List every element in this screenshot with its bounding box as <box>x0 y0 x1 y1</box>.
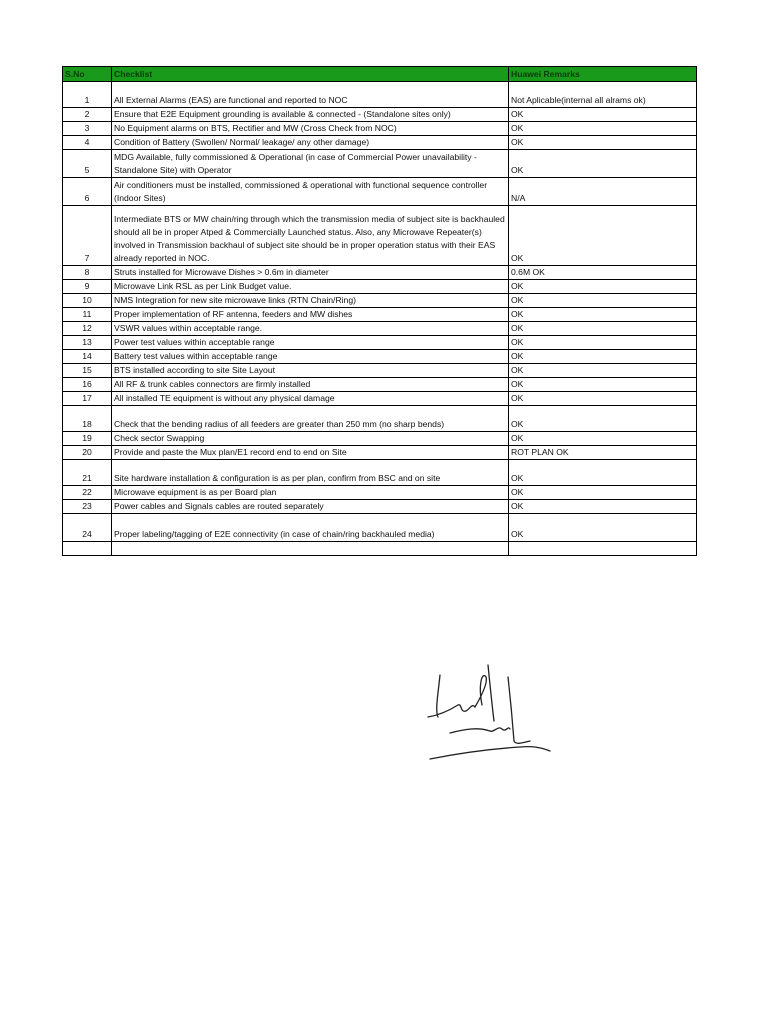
table-row <box>63 136 697 150</box>
cell-sno: 16 <box>63 378 112 392</box>
cell-checklist: Condition of Battery (Swollen/ Normal/ leakage/ any other damage) <box>112 136 509 150</box>
header-row <box>63 67 697 82</box>
cell-sno: 19 <box>63 432 112 446</box>
cell-sno: 22 <box>63 486 112 500</box>
cell-checklist: Intermediate BTS or MW chain/ring through which the transmission media of subject site is backhauled should all be in proper Atped & Commercially Launched status. Also, any Microwave Repeater(s) involved in Transmission backhaul of subject site should be in proper operation status with their EAS already reported in NOC. <box>112 206 509 266</box>
cell-remarks: OK <box>509 432 697 446</box>
cell-sno: 1 <box>63 82 112 108</box>
cell-checklist: Ensure that E2E Equipment grounding is available & connected - (Standalone sites only) <box>112 108 509 122</box>
cell-checklist: Battery test values within acceptable range <box>112 350 509 364</box>
cell-sno: 14 <box>63 350 112 364</box>
table-row <box>63 500 697 514</box>
cell-checklist: BTS installed according to site Site Layout <box>112 364 509 378</box>
table-row <box>63 82 697 108</box>
cell-remarks: OK <box>509 280 697 294</box>
cell-checklist: NMS Integration for new site microwave links (RTN Chain/Ring) <box>112 294 509 308</box>
cell-sno: 8 <box>63 266 112 280</box>
cell-sno: 9 <box>63 280 112 294</box>
cell-sno: 11 <box>63 308 112 322</box>
cell-remarks: OK <box>509 460 697 486</box>
header-remarks: Huawei Remarks <box>509 67 697 82</box>
cell-checklist: Power cables and Signals cables are routed separately <box>112 500 509 514</box>
table-row <box>63 108 697 122</box>
handwritten-signature-icon <box>420 655 570 765</box>
cell-checklist: Microwave Link RSL as per Link Budget value. <box>112 280 509 294</box>
table-row <box>63 446 697 460</box>
cell-remarks: 0.6M OK <box>509 266 697 280</box>
table-row <box>63 122 697 136</box>
cell-sno: 13 <box>63 336 112 350</box>
cell-remarks <box>509 542 697 556</box>
table-row <box>63 294 697 308</box>
cell-remarks: OK <box>509 294 697 308</box>
cell-checklist: VSWR values within acceptable range. <box>112 322 509 336</box>
cell-sno: 15 <box>63 364 112 378</box>
cell-checklist: Air conditioners must be installed, commissioned & operational with functional sequence controller (Indoor Sites) <box>112 178 509 206</box>
table-row <box>63 266 697 280</box>
table-row <box>63 514 697 542</box>
cell-remarks: OK <box>509 336 697 350</box>
cell-remarks: OK <box>509 136 697 150</box>
cell-sno: 21 <box>63 460 112 486</box>
cell-remarks: N/A <box>509 178 697 206</box>
checklist-table <box>62 66 697 556</box>
cell-remarks: OK <box>509 108 697 122</box>
cell-remarks: OK <box>509 322 697 336</box>
cell-sno: 10 <box>63 294 112 308</box>
cell-sno <box>63 542 112 556</box>
cell-sno: 2 <box>63 108 112 122</box>
cell-checklist: Proper labeling/tagging of E2E connectivity (in case of chain/ring backhauled media) <box>112 514 509 542</box>
cell-remarks: OK <box>509 150 697 178</box>
cell-sno: 4 <box>63 136 112 150</box>
table-row <box>63 432 697 446</box>
table-row <box>63 178 697 206</box>
cell-remarks: OK <box>509 206 697 266</box>
cell-remarks: OK <box>509 406 697 432</box>
table-row <box>63 322 697 336</box>
table-row <box>63 150 697 178</box>
table-row <box>63 364 697 378</box>
cell-checklist: Check sector Swapping <box>112 432 509 446</box>
table-row <box>63 392 697 406</box>
cell-remarks: OK <box>509 378 697 392</box>
cell-sno: 23 <box>63 500 112 514</box>
cell-checklist: Power test values within acceptable range <box>112 336 509 350</box>
cell-sno: 17 <box>63 392 112 406</box>
cell-sno: 24 <box>63 514 112 542</box>
cell-remarks: OK <box>509 486 697 500</box>
cell-sno: 6 <box>63 178 112 206</box>
cell-checklist: Check that the bending radius of all feeders are greater than 250 mm (no sharp bends) <box>112 406 509 432</box>
cell-checklist <box>112 542 509 556</box>
cell-checklist: Provide and paste the Mux plan/E1 record end to end on Site <box>112 446 509 460</box>
cell-remarks: OK <box>509 364 697 378</box>
cell-sno: 12 <box>63 322 112 336</box>
header-checklist: Checklist <box>112 67 509 82</box>
header-sno: S.No <box>63 67 112 82</box>
cell-remarks: Not Aplicable(internal all alrams ok) <box>509 82 697 108</box>
cell-checklist: Microwave equipment is as per Board plan <box>112 486 509 500</box>
cell-sno: 18 <box>63 406 112 432</box>
cell-sno: 7 <box>63 206 112 266</box>
cell-sno: 20 <box>63 446 112 460</box>
cell-sno: 3 <box>63 122 112 136</box>
table-row <box>63 460 697 486</box>
cell-checklist: All RF & trunk cables connectors are firmly installed <box>112 378 509 392</box>
cell-checklist: MDG Available, fully commissioned & Operational (in case of Commercial Power unavailability - Standalone Site) with Operator <box>112 150 509 178</box>
cell-checklist: Proper implementation of RF antenna, feeders and MW dishes <box>112 308 509 322</box>
cell-remarks: OK <box>509 392 697 406</box>
cell-remarks: OK <box>509 308 697 322</box>
cell-sno: 5 <box>63 150 112 178</box>
cell-remarks: OK <box>509 514 697 542</box>
cell-checklist: All External Alarms (EAS) are functional and reported to NOC <box>112 82 509 108</box>
table-row <box>63 280 697 294</box>
table-row <box>63 206 697 266</box>
table-row <box>63 542 697 556</box>
table-row <box>63 406 697 432</box>
table-row <box>63 308 697 322</box>
cell-remarks: OK <box>509 500 697 514</box>
cell-checklist: All installed TE equipment is without any physical damage <box>112 392 509 406</box>
cell-remarks: ROT PLAN OK <box>509 446 697 460</box>
table-row <box>63 336 697 350</box>
table-row <box>63 350 697 364</box>
table-row <box>63 378 697 392</box>
cell-checklist: Site hardware installation & configuration is as per plan, confirm from BSC and on site <box>112 460 509 486</box>
cell-checklist: No Equipment alarms on BTS, Rectifier and MW (Cross Check from NOC) <box>112 122 509 136</box>
cell-remarks: OK <box>509 122 697 136</box>
cell-remarks: OK <box>509 350 697 364</box>
cell-checklist: Struts installed for Microwave Dishes > 0.6m in diameter <box>112 266 509 280</box>
table-row <box>63 486 697 500</box>
